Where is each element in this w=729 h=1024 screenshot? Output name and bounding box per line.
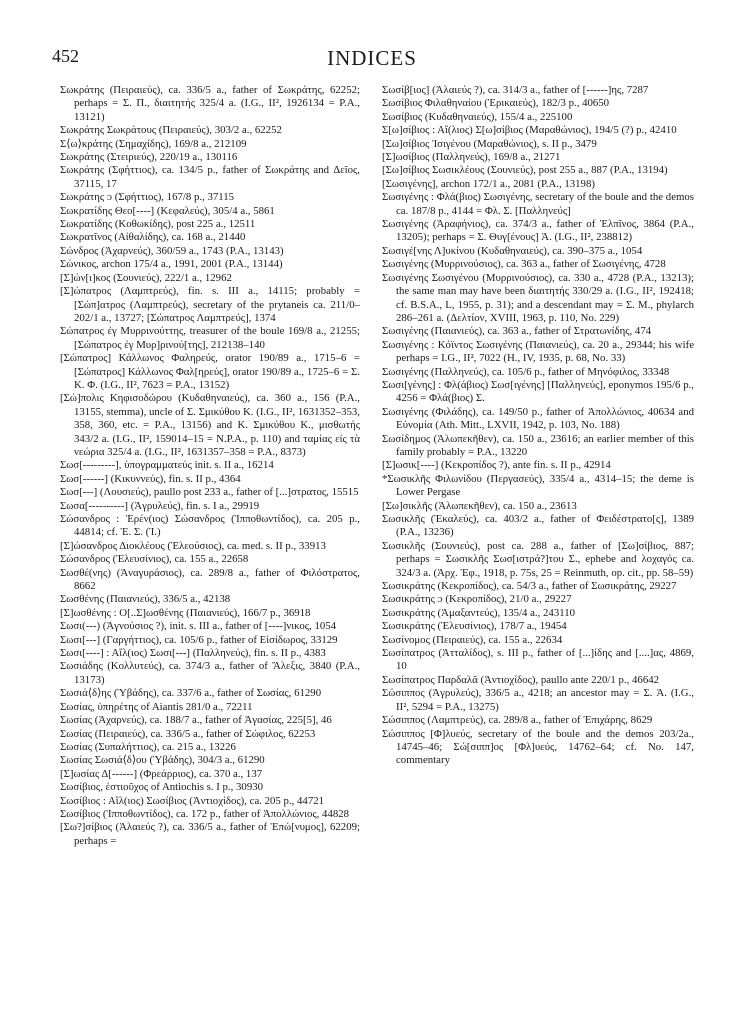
index-entry: Σωσίβιος Φιλαθηναίου (Ἐρικαιεύς), 182/3 p., 40650: [382, 97, 610, 110]
index-entry: Σωσθέ(νης) (Ἀναγυράσιος), ca. 289/8 a., father of Φιλόστρατος, 8662: [60, 566, 360, 593]
index-entry: Σωσίβιος (Ἱπποθωντίδος), ca. 172 p., father of Ἀπολλώνιος, 44828: [60, 807, 350, 820]
index-entry: Σωσιγένης (Παλληνεύς), ca. 105/6 p., father of Μηνόφιλος, 33348: [382, 365, 670, 378]
index-entry: Σωκρατῖνος (Αἰθαλίδης), ca. 168 a., 21440: [60, 231, 246, 244]
index-entry: [Σ]ωσίβιος (Παλληνεύς), 169/8 a., 21271: [382, 151, 561, 164]
index-entry: Σωσιγένης (Μυρρινούσιος), ca. 363 a., father of Σωσιγένης, 4728: [382, 258, 666, 271]
index-entry: [Σω]σίβιος Σωσικλέους (Σουνιεύς), post 255 a., 887 (P.A., 13194): [382, 164, 668, 177]
index-entry: Σωκράτης (Πειραιεύς), ca. 336/5 a., father of Σωκράτης, 62252; perhaps = Σ. Π., διαιτητής 325/4 a. (I.G., II², 1926134 = P.A., 13121): [60, 84, 360, 123]
index-entry: Σ[ω]σίβιος : Αἴ(λιος) Σ[ω]σίβιος (Μαραθώνιος), 194/5 (?) p., 42410: [382, 124, 677, 137]
index-entry: [Σ]ώσανδρος Διοκλέους (Ἐλεούσιος), ca. med. s. II p., 33913: [60, 539, 326, 552]
page-number: 452: [52, 46, 79, 66]
index-entry: Σωσίπατρος (Ἀτταλίδος), s. III p., father of [...]ίδης and [....]ας, 4869, 10: [382, 647, 694, 673]
index-entry: Σωσίας Σωσιά⟨δ⟩ου (Ὑβάδης), 304/3 a., 61290: [60, 754, 265, 767]
index-entry: Σωσικλῆς (Σουνιεύς), post ca. 288 a., father of [Σω]σίβιος, 887; perhaps = Σωσικλῆς Σωσ[ιστρά?]του Σ., ephebe and λοχαγός ca. 324/3 a. (Ἀρχ. Ἐφ., 1918, p. 75s, 25 = Reinmuth, op. cit., pp. 58–59): [382, 539, 694, 579]
index-entry: Σωσ[---------], ὑπογραμματεύς init. s. II a., 16214: [60, 459, 274, 472]
index-entry: Σωκράτης ᴐ (Σφήττιος), 167/8 p., 37115: [60, 191, 235, 204]
index-entry: Σωσθένης (Παιανιεύς), 336/5 a., 42138: [60, 593, 231, 606]
index-entry: Σωσικράτης (Ἐλευσίνιος), 178/7 a., 19454: [382, 620, 567, 633]
index-entry: Σωσι[----] : Αἴλ(ιος) Σωσι[---] (Παλληνεύς), fin. s. II p., 4383: [60, 647, 326, 660]
index-entry: Σωσίνομος (Πειραιεύς), ca. 155 a., 22634: [382, 633, 563, 646]
index-entry: Σωσιγένης Σωσιγένου (Μυρρινούσιος), ca. 330 a., 4728 (P.A., 13213); the same man may have been διαιτητής 330/29 a. (I.G., II², 192418; cf. B.S.A., L, 1955, p. 31); and a descendant may = Σ. Μ., phylarch 286–261 a. (Δελτίον, XVIII, 1963, p. 110, No. 229): [382, 271, 694, 324]
index-entry: Σωσι[γένης] : Φλ(άβιος) Σωσ[ιγένης] [Παλληνεύς], eponymos 195/6 p., 4256 = Φλά(βιος) Σ.: [382, 378, 694, 405]
index-entry: Σώσιππος (Ἀγρυλεύς), 336/5 a., 4218; an ancestor may = Σ. Ἀ. (I.G., II², 5294 = P.A., 13275): [382, 687, 694, 713]
index-entry: Σωσιγένης (Παιανιεύς), ca. 363 a., father of Στρατωνίδης, 474: [382, 325, 652, 338]
index-entry: Σωσικράτης (Κεκροπίδος), ca. 54/3 a., father of Σωσικράτης, 29227: [382, 580, 677, 593]
index-entry: Σώσιππος [Φ]λυεύς, secretary of the boule and the demos 203/2a., 14745–46; Σώ[σιππ]ος [Φλ]υεύς, 14762–64; cf. No. 147, commentary: [382, 727, 694, 767]
index-entry: [Σ]ωσικ[----] (Κεκροπίδος ?), ante fin. s. II p., 42914: [382, 459, 611, 472]
index-entry: Σωσι(---) (Ἀγνούσιος ?), init. s. III a., father of [----]νικος, 1054: [60, 620, 337, 633]
index-entry: Σ⟨ω⟩κράτης (Σημαχίδης), 169/8 a., 212109: [60, 137, 247, 150]
index-entry: [Σω]σικλῆς (Ἀλωπεκῆθεν), ca. 150 a., 23613: [382, 499, 577, 512]
index-entry: Σωσικράτης ᴐ (Κεκροπίδος), 21/0 a., 29227: [382, 593, 572, 606]
index-entry: Σωσ[------] (Κικυννεύς), fin. s. II p., 4364: [60, 472, 241, 485]
index-entry: Σώνδρος (Ἀχαρνεύς), 360/59 a., 1743 (P.A., 13143): [60, 244, 284, 257]
index-entry: [Σω]σίβιος Ἰσιγένου (Μαραθώνιος), s. II p., 3479: [382, 137, 597, 150]
index-entry: Σωσιά⟨δ⟩ης (Ὑβάδης), ca. 337/6 a., father of Σωσίας, 61290: [60, 687, 322, 700]
right-column: [382, 84, 694, 768]
index-entry: [Σω?]σίβιος (Ἁλαιεύς ?), ca. 336/5 a., father of Ἐπώ[νυμος], 62209; perhaps =: [60, 821, 360, 847]
index-entry: Σωσίας (Πειραιεύς), ca. 336/5 a., father of Σώφιλος, 62253: [60, 727, 316, 740]
index-entry: Σωσίας, ὑπηρέτης of Aiantis 281/0 a., 72211: [60, 700, 253, 713]
index-entry: Σωσίβιος (Κυδαθηναιεύς), 155/4 a., 225100: [382, 110, 573, 123]
index-entry: Σωσίπατρος Παρδαλᾶ (Ἀντιοχίδος), paullo ante 220/1 p., 46642: [382, 673, 660, 686]
index-entry: Σώπατρος ἐγ Μυρρινούττης, treasurer of the boule 169/8 a., 21255; [Σώπατρος ἐγ Μυρ]ρινού[της], 212138–140: [60, 325, 360, 351]
index-entry: Σωσιγέ[νης Λ]υκίνου (Κυδαθηναιεύς), ca. 390–375 a., 1054: [382, 244, 643, 257]
index-entry: Σωκράτης (Σφήττιος), ca. 134/5 p., father of Σωκράτης and Δεῖος, 37115, 17: [60, 164, 360, 190]
index-entry: Σωσικράτης (Ἀμαξαντεύς), 135/4 a., 243110: [382, 606, 576, 619]
index-entry: Σώνικος, archon 175/4 a., 1991, 2001 (P.A., 13144): [60, 258, 283, 271]
index-entry: Σωκρατίδης Θεο[----] (Κεφαλεύς), 305/4 a., 5861: [60, 204, 275, 217]
index-entry: Σωκράτης Σωκράτους (Πειραιεύς), 303/2 a., 62252: [60, 124, 282, 137]
index-entry: *Σωσικλῆς Φιλωνίδου (Περγασεύς), 335/4 a., 4314–15; the deme is Lower Pergase: [382, 472, 694, 499]
index-entry: Σωσίας (Συπαλήττιος), ca. 215 a., 13226: [60, 740, 236, 753]
index-entry: Σωσικλῆς (Ἐκαλεύς), ca. 403/2 a., father of Φειδέστρατο[ς], 1389 (P.A., 13236): [382, 513, 694, 539]
page-title: INDICES: [327, 46, 417, 70]
index-entry: Σωσιάδης (Κολλυτεύς), ca. 374/3 a., father of Ἄλεξις, 3840 (P.A., 13173): [60, 660, 360, 686]
index-entry: Σωκρατίδης (Κοθωκίδης), post 225 a., 12511: [60, 218, 256, 231]
index-entry: Σωσι[---] (Γαργήττιος), ca. 105/6 p., father of Εἰσίδωρος, 33129: [60, 633, 338, 646]
index-entry: Σωκράτης (Στειριεύς), 220/19 a., 130116: [60, 151, 238, 164]
index-entry: Σωσ[---] (Λουσιεύς), paullo post 233 a., father of [...]στρατος, 15515: [60, 486, 359, 499]
index-entry: [Σ]ωσίας Δ[------] (Φρεάρριος), ca. 370 a., 137: [60, 767, 263, 780]
index-entry: Σωσίβιος, ἑστιοῦχος of Antiochis s. I p., 30930: [60, 781, 264, 794]
index-entry: [Σώπατρος] Κάλλωνος Φαληρεύς, orator 190/89 a., 1715–6 = [Σώπατρος] Κάλλωνος Φαλ[ηρεύς], orator 190/89 a., 1725–6 = Σ. Κ. Φ. (I.G., II², 7623 = P.A., 13152): [60, 352, 360, 391]
index-entry: Σωσιγένης : Φλά(βιος) Σωσιγένης, secretary of the boule and the demos ca. 187/8 p., 4144 = Φλ. Σ. [Παλληνεύς]: [382, 191, 694, 217]
index-entry: Σωσίβιος : Αἴλ(ιος) Σωσίβιος (Ἀντιοχίδος), ca. 205 p., 44721: [60, 794, 325, 807]
index-entry: [Σ]ωσθένης : Ο[..Σ]ωσθένης (Παιανιεύς), 166/7 p., 36918: [60, 606, 311, 619]
index-entry: Σωσίδημος (Ἀλωπεκῆθεν), ca. 150 a., 23616; an earlier member of this family probably = P.A., 13220: [382, 432, 694, 458]
index-entry: [Σωσιγένης], archon 172/1 a., 2081 (P.A., 13198): [382, 177, 595, 190]
index-entry: Σώσανδρος : Ἐρέν(ιος) Σώσανδρος (Ἱπποθωντίδος), ca. 205 p., 44814; cf. Ἐ. Σ. (Ἱ.): [60, 513, 360, 539]
index-entry: [Σ]ών[ι]κος (Σουνιεύς), 222/1 a., 12962: [60, 271, 232, 284]
index-entry: Σώσιππος (Λαμπτρεύς), ca. 289/8 a., father of Ἐπιχάρης, 8629: [382, 714, 653, 727]
index-entry: Σωσίβ[ιος] (Ἁλαιεύς ?), ca. 314/3 a., father of [------]ης, 7287: [382, 84, 649, 96]
index-entry: Σώσανδρος (Ἐλευσίνιος), ca. 155 a., 22658: [60, 553, 249, 566]
index-entry: Σωσιγένης (Ἀραφήνιος), ca. 374/3 a., father of Ἐλπῖνος, 3864 (P.A., 13205); perhaps = Σ. Θυγ[ένους] Ἀ. (I.G., II², 238812): [382, 218, 694, 244]
index-entry: Σωσα[----------] (Ἀγρυλεύς), fin. s. I a., 29919: [60, 499, 260, 512]
index-entry: Σωσίας (Ἀχαρνεύς), ca. 188/7 a., father of Ἀγασίας, 225[5], 46: [60, 714, 332, 727]
index-entry: Σωσιγένης (Φιλάδης), ca. 149/50 p., father of Ἀπολλώνιος, 40634 and Εὐνομία (Ath. Mitt., LXVII, 1942, p. 103, No. 188): [382, 405, 694, 432]
index-entry: [Σώ]πολις Κηφισοδώρου (Κυδαθηναιεύς), ca. 360 a., 156 (P.A., 13155, stemma), uncle of Σ. Σμικύθου Κ. (I.G., II², 1631352–353, 358, 360, etc. = P.A., 13156) and Κ. Σμικύθου Κ., μισθωτής 343/2 a. (I.G., II², 159014–15 = N.P.A., p. 110) and ταμίας εἰς τὰ νεώρια 325/4 a. (I.G., II², 1631357–358 = P.A., 8373): [60, 392, 360, 458]
page-header: [52, 46, 692, 74]
index-entry: [Σ]ώπατρος (Λαμπτρεύς), fin. s. III a., 14115; probably = [Σώπ]ατρος (Λαμπτρεύς), secretary of the prytaneis ca. 211/0–202/1 a., 13727; [Σώπατρος Λαμπτρεύς], 1374: [60, 285, 360, 324]
left-column: [60, 84, 360, 848]
index-entry: Σωσιγένης : Κόϊντος Σωσιγένης (Παιανιεύς), ca. 20 a., 29344; his wife perhaps = I.G., II², 7022 (H., IV, 1935, p. 68, No. 33): [382, 338, 694, 365]
